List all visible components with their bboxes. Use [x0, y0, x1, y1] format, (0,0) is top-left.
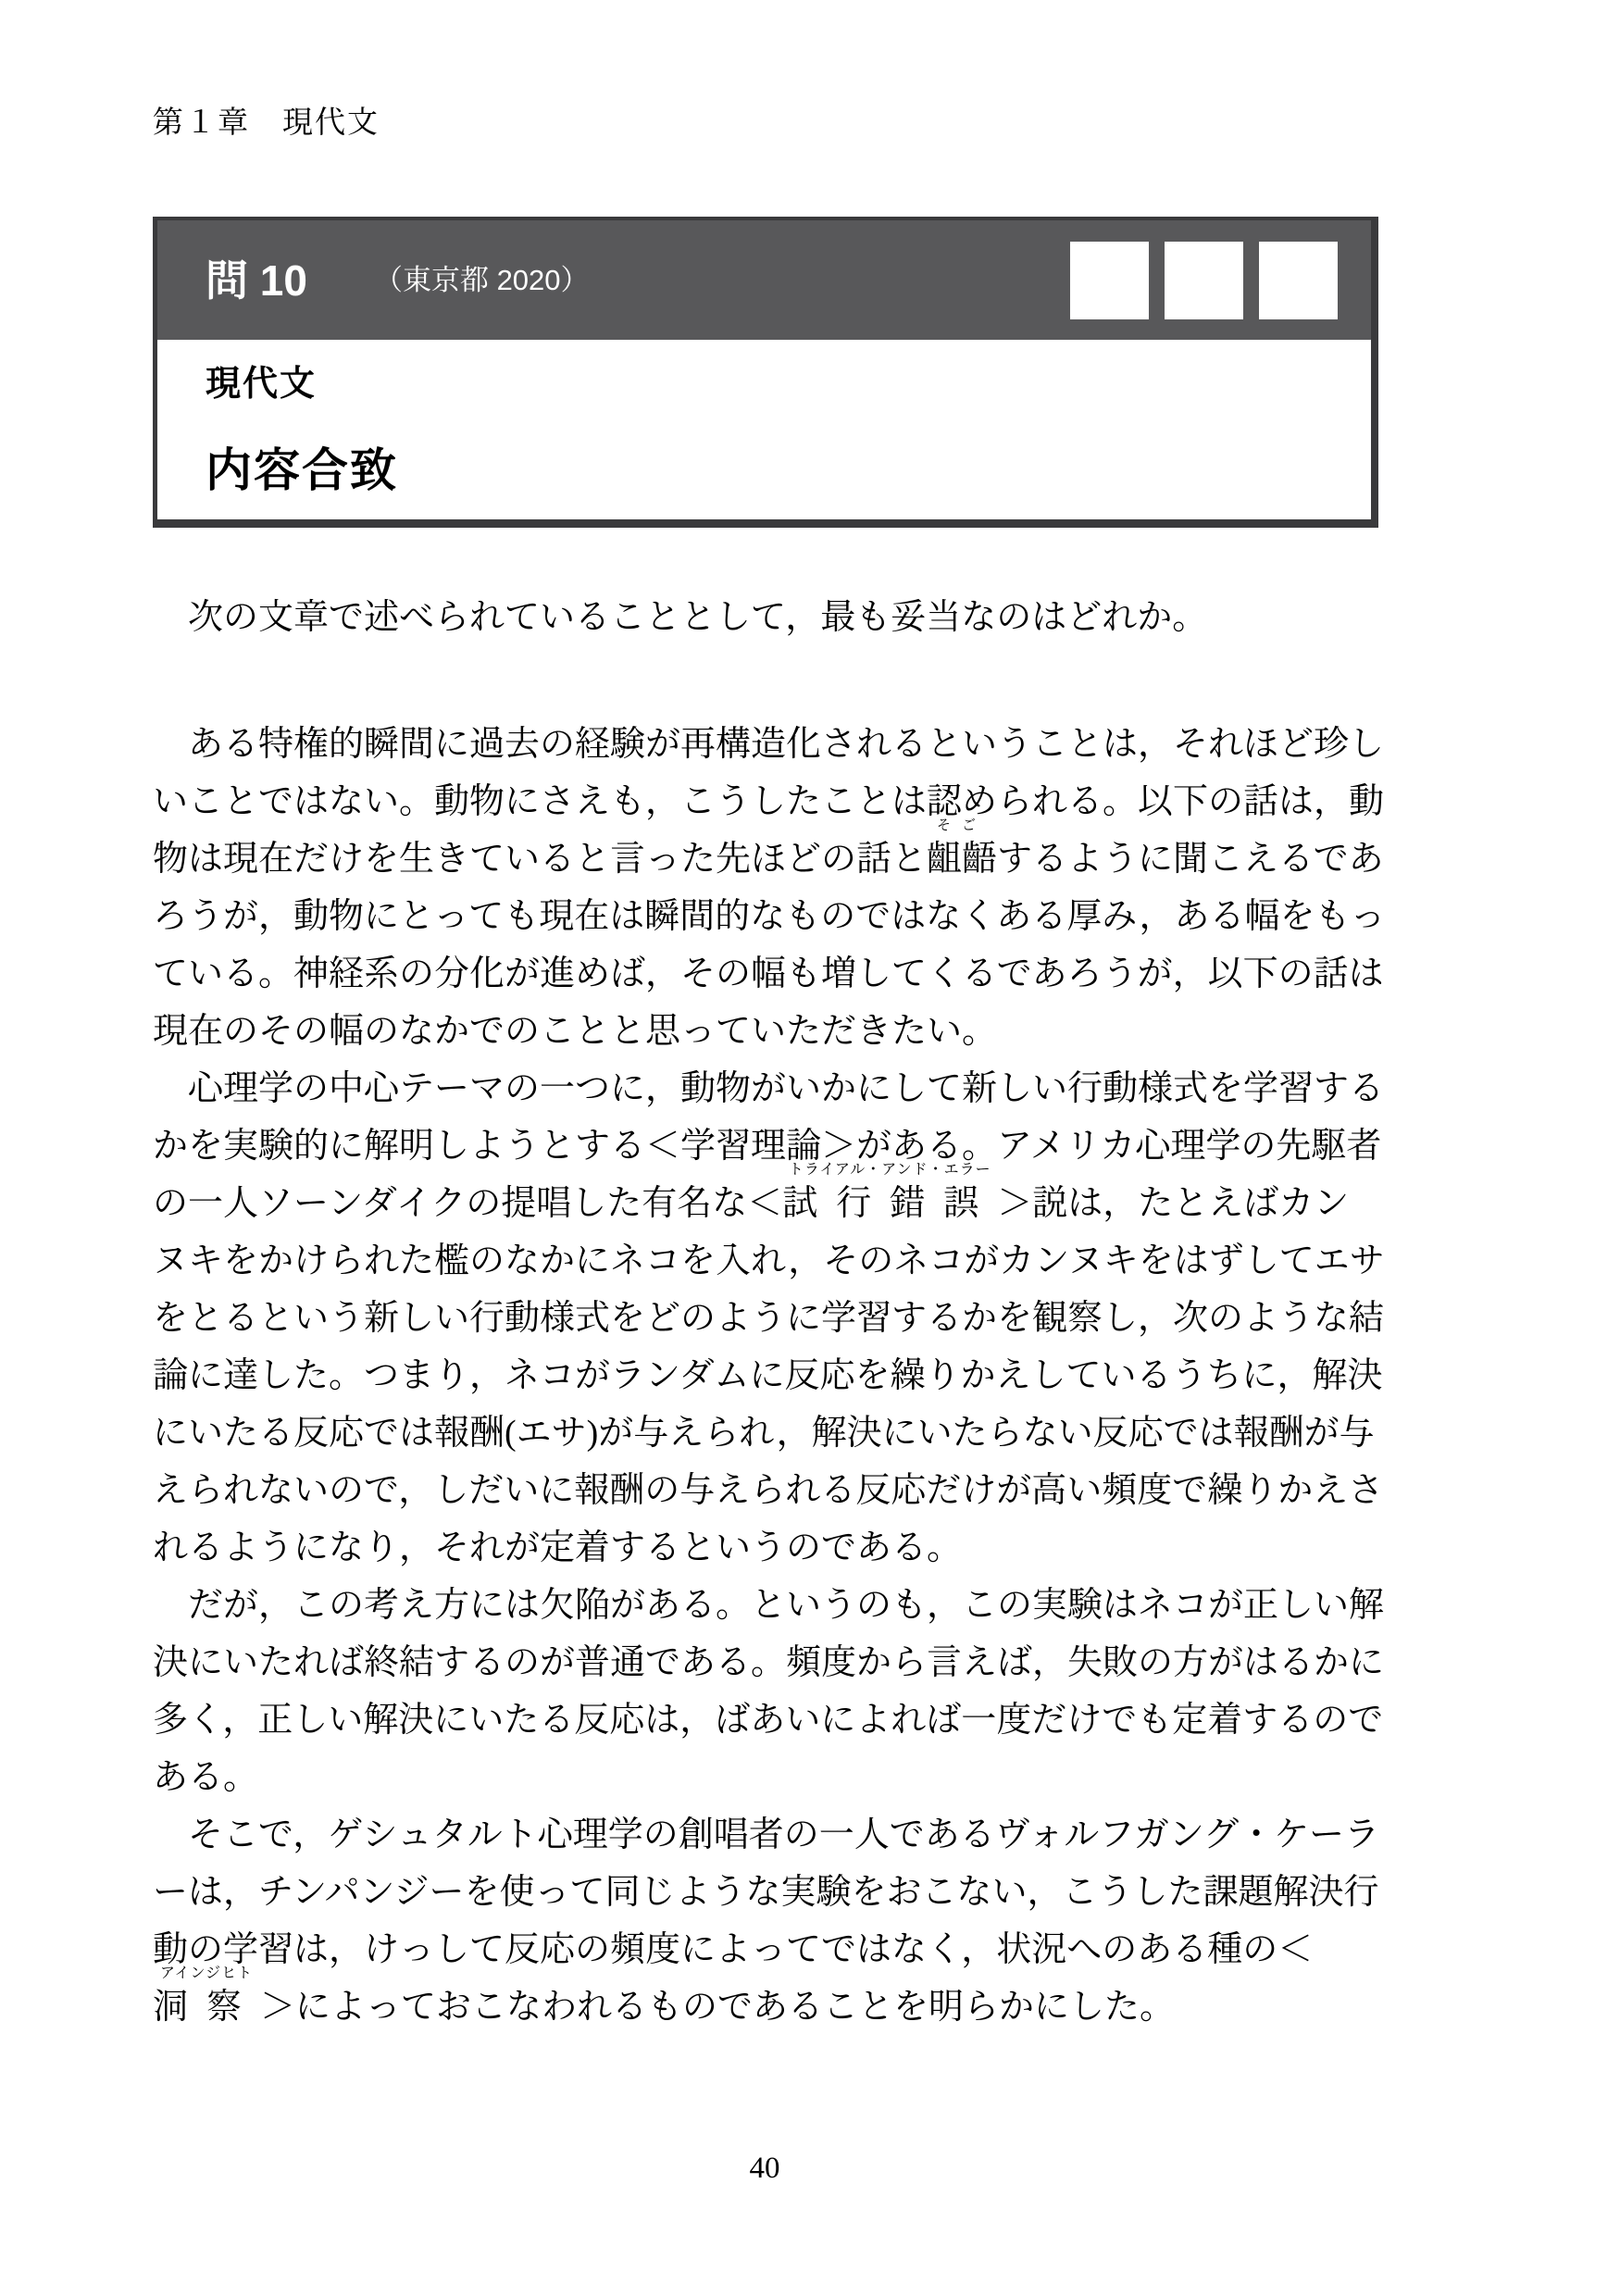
answer-checkboxes: [1070, 242, 1338, 319]
passage-line: にいたる反応では報酬(エサ)が与えられ，解決にいたらない反応では報酬が与: [153, 1414, 1375, 1453]
instruction-text: 次の文章で述べられていることとして，最も妥当なのはどれか。: [153, 598, 1208, 637]
answer-checkbox[interactable]: [1070, 242, 1149, 319]
passage-line: の一人ソーンダイクの提唱した有名な＜試行錯誤 トライアル・アンド・エラー ＞説は，たとえばカン: [153, 1175, 1393, 1232]
passage-line: 洞察 アインジヒト ＞によっておこなわれるものであることを明らかにした。: [153, 1978, 1393, 2036]
passage-line: ある特権的瞬間に過去の経験が再構造化されるということは，それほど珍し: [153, 725, 1385, 764]
passage-line: かを実験的に解明しようとする＜学習理論＞がある。アメリカ心理学の先駆者: [153, 1127, 1382, 1166]
passage-line: ある。: [153, 1758, 259, 1797]
passage-line: をとるという新しい行動様式をどのように学習するかを観察し，次のような結: [153, 1299, 1385, 1338]
passage-line: 物は現在だけを生きていると言った先ほどの話と齟齬 そご するように聞こえるであ: [153, 830, 1393, 888]
passage-text: [153, 716, 1393, 2036]
passage-line: 現在のその幅のなかでのことと思っていただきたい。: [153, 1012, 998, 1051]
passage-line: 心理学の中心テーマの一つに，動物がいかにして新しい行動様式を学習する: [153, 1069, 1385, 1108]
question-category: 現代文: [206, 365, 318, 404]
passage-line: だが，この考え方には欠陥がある。というのも，この実験はネコが正しい解: [153, 1586, 1385, 1625]
furigana-annotation: そご: [937, 818, 988, 833]
question-number: 問 10: [206, 256, 307, 305]
answer-checkbox[interactable]: [1259, 242, 1338, 319]
passage-line: れるようになり，それが定着するというのである。: [153, 1529, 963, 1567]
furigana-annotated-word: 洞察 アインジヒト: [153, 1965, 261, 2027]
passage-line: えられないので，しだいに報酬の与えられる反応だけが高い頻度で繰りかえさ: [153, 1471, 1384, 1510]
page-number: 40: [749, 2152, 780, 2185]
passage-line: 決にいたれば終結するのが普通である。頻度から言えば，失敗の方がはるかに: [153, 1643, 1385, 1682]
passage-line: 多く，正しい解決にいたる反応は，ばあいによれば一度だけでも定着するので: [153, 1701, 1384, 1740]
chapter-header: 第１章 現代文: [153, 106, 380, 140]
passage-line: 動の学習は，けっして反応の頻度によってではなく，状況へのある種の＜: [153, 1930, 1314, 1969]
passage-line: ヌキをかけられた檻のなかにネコを入れ，そのネコがカンヌキをはずしてエサ: [153, 1242, 1385, 1280]
passage-line: いことではない。動物にさえも，こうしたことは認められる。以下の話は，動: [153, 782, 1385, 821]
furigana-annotated-word: 齟齬 そご: [927, 818, 998, 879]
question-box-body: [157, 340, 1371, 496]
passage-line: ーは，チンパンジーを使って同じような実験をおこない，こうした課題解決行: [153, 1873, 1379, 1912]
question-title: 内容合致: [206, 444, 398, 496]
passage-line: ている。神経系の分化が進めば，その幅も増してくるであろうが，以下の話は: [153, 955, 1384, 993]
question-source: （東京都 2020）: [373, 264, 590, 296]
furigana-annotation: トライアル・アンド・エラー: [788, 1162, 991, 1178]
furigana-annotation: アインジヒト: [159, 1965, 254, 1981]
furigana-annotated-word: 試行錯誤 トライアル・アンド・エラー: [782, 1162, 998, 1223]
passage-line: 論に達した。つまり，ネコがランダムに反応を繰りかえしているうちに，解決: [153, 1356, 1383, 1395]
passage-line: そこで，ゲシュタルト心理学の創唱者の一人であるヴォルフガング・ケーラ: [153, 1816, 1380, 1854]
passage-line: ろうが，動物にとっても現在は瞬間的なものではなくある厚み，ある幅をもっ: [153, 897, 1386, 936]
question-header-band: [157, 220, 1371, 340]
answer-checkbox[interactable]: [1165, 242, 1243, 319]
question-box: [153, 217, 1378, 528]
